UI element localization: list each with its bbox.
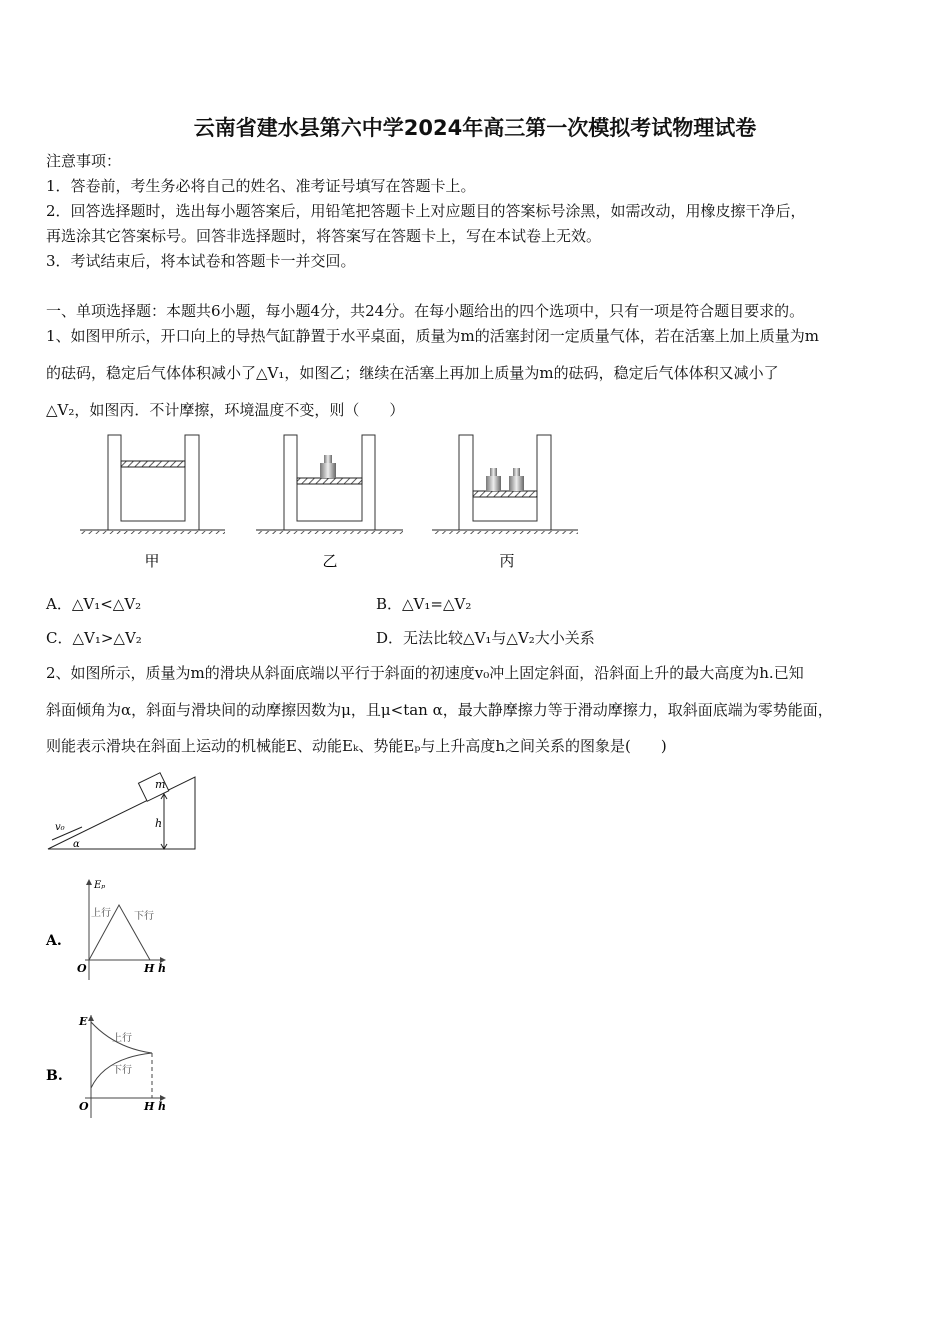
x-axis-label: h [158,1100,166,1113]
height-label: h [155,817,163,830]
incline-diagram [40,770,240,860]
H-label: H [144,962,155,975]
velocity-label: v₀ [55,822,65,833]
y-axis-label: Eₚ [94,880,106,891]
down-label: 下行 [112,1065,132,1076]
graph-a-option-label: A. [46,933,62,949]
cylinder-yi [256,435,403,570]
cylinder-jia [80,435,225,570]
option-a: A．△V₁<△V₂ [46,595,142,613]
question-1-text: △V₂，如图丙．不计摩擦，环境温度不变，则（ ） [46,401,405,419]
notice-heading: 注意事项： [46,152,122,170]
cylinder-bing [432,435,578,570]
notice-line: 2．回答选择题时，选出每小题答案后，用铅笔把答题卡上对应题目的答案标号涂黑，如需改动，用橡皮擦干净后， [46,202,806,220]
section-heading: 一、单项选择题：本题共6小题，每小题4分，共24分。在每小题给出的四个选项中，只有一项是符合题目要求的。 [46,302,805,320]
x-axis-label: h [158,962,166,975]
figure-label-jia: 甲 [144,552,160,570]
angle-label: α [73,839,80,850]
page-title: 云南省建水县第六中学2024年高三第一次模拟考试物理试卷 [193,116,757,140]
figure-label-bing: 丙 [499,552,515,570]
up-label: 上行 [112,1033,132,1044]
notice-line: 1．答卷前，考生务必将自己的姓名、准考证号填写在答题卡上。 [46,177,476,195]
graph-b [40,1010,180,1120]
H-label: H [144,1100,155,1113]
origin-label: O [77,962,87,975]
up-label: 上行 [91,908,111,919]
notice-line: 再选涂其它答案标号。回答非选择题时，将答案写在答题卡上，写在本试卷上无效。 [46,227,602,245]
question-2-text: 2、如图所示，质量为m的滑块从斜面底端以平行于斜面的初速度v₀冲上固定斜面，沿斜面上升的最大高度为h.已知 [46,664,804,682]
question-1-text: 的砝码，稳定后气体体积减小了△V₁，如图乙；继续在活塞上再加上质量为m的砝码，稳定后气体体积又减小了 [46,364,779,382]
question-2-text: 斜面倾角为α，斜面与滑块间的动摩擦因数为μ，且μ<tan α，最大静摩擦力等于滑动摩擦力，取斜面底端为零势能面， [46,701,833,719]
graph-a [40,875,180,980]
option-c: C．△V₁>△V₂ [46,629,142,647]
cylinder-figures [70,425,600,575]
option-b: B．△V₁=△V₂ [376,595,472,613]
option-d: D．无法比较△V₁与△V₂大小关系 [376,629,595,647]
down-label: 下行 [134,911,154,922]
question-2-text: 则能表示滑块在斜面上运动的机械能E、动能Eₖ、势能Eₚ与上升高度h之间关系的图象是( ) [46,737,667,755]
figure-label-yi: 乙 [322,552,338,570]
origin-label: O [79,1100,89,1113]
notice-line: 3．考试结束后，将本试卷和答题卡一并交回。 [46,252,356,270]
y-axis-label: E [79,1015,88,1028]
graph-b-option-label: B. [46,1068,63,1084]
mass-label: m [155,778,166,791]
question-1-text: 1、如图甲所示，开口向上的导热气缸静置于水平桌面，质量为m的活塞封闭一定质量气体，若在活塞上加上质量为m [46,327,819,345]
